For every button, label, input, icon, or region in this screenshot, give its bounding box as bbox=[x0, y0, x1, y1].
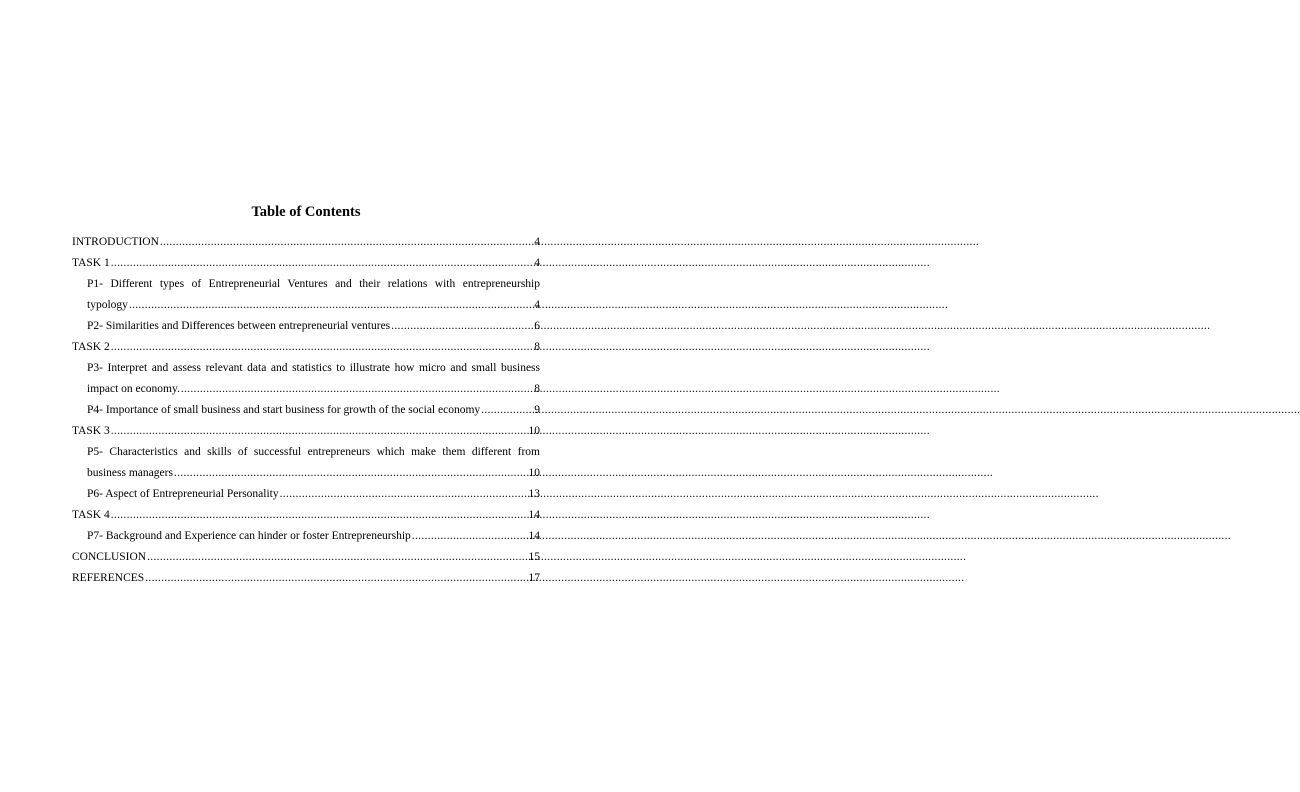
toc-title: Table of Contents bbox=[251, 204, 361, 220]
toc-entry-task-3[interactable] bbox=[72, 421, 540, 442]
toc-entry-label: TASK 4 bbox=[72, 509, 110, 521]
toc-page-number: 8 bbox=[534, 341, 540, 353]
toc-entry-task-2[interactable] bbox=[72, 337, 540, 358]
toc-entry-label: P6- Aspect of Entrepreneurial Personality bbox=[87, 488, 279, 500]
toc-page-number: 10 bbox=[528, 425, 540, 437]
toc-entry-label: INTRODUCTION bbox=[72, 236, 159, 248]
toc-page-number: 8 bbox=[534, 383, 540, 395]
toc-entry-label: TASK 3 bbox=[72, 425, 110, 437]
toc-page-number: 4 bbox=[534, 299, 540, 311]
document-page bbox=[0, 0, 612, 792]
dot-leader bbox=[412, 526, 528, 547]
toc-entry-task-1[interactable] bbox=[72, 253, 540, 274]
toc-entry-p3[interactable] bbox=[72, 358, 540, 400]
toc-entry-label: P7- Background and Experience can hinder or foster Entrepreneurship bbox=[87, 530, 411, 542]
toc-page-number: 6 bbox=[534, 320, 540, 332]
toc-entry-conclusion[interactable] bbox=[72, 547, 540, 568]
dot-leader bbox=[111, 505, 528, 526]
toc-entry-label-line-1: P5- Characteristics and skills of successful entrepreneurs which make them different from bbox=[87, 446, 540, 458]
toc-page-number: 15 bbox=[528, 551, 540, 563]
dot-leader bbox=[481, 400, 533, 421]
toc-entry-label: TASK 2 bbox=[72, 341, 110, 353]
toc-page-number: 13 bbox=[528, 488, 540, 500]
toc-page-number: 4 bbox=[534, 257, 540, 269]
dot-leader bbox=[181, 379, 533, 400]
toc-entry-p6[interactable] bbox=[72, 484, 540, 505]
toc-page-number: 17 bbox=[528, 572, 540, 584]
toc-entry-label: impact on economy. bbox=[87, 383, 180, 395]
toc-page-number: 4 bbox=[534, 236, 540, 248]
toc-entry-label: TASK 1 bbox=[72, 257, 110, 269]
toc-entry-p5[interactable] bbox=[72, 442, 540, 484]
toc-page-number: 9 bbox=[534, 404, 540, 416]
toc-entry-p7[interactable] bbox=[72, 526, 540, 547]
toc-entry-label-line-1: P3- Interpret and assess relevant data and statistics to illustrate how micro and small business bbox=[87, 362, 540, 374]
toc-entry-label-line-1: P1- Different types of Entrepreneurial Ventures and their relations with entrepreneurship bbox=[87, 278, 540, 290]
dot-leader bbox=[111, 337, 534, 358]
toc-entry-p1[interactable] bbox=[72, 274, 540, 316]
dot-leader bbox=[111, 421, 528, 442]
toc-entry-label: typology bbox=[87, 299, 128, 311]
toc-page-number: 10 bbox=[528, 467, 540, 479]
dot-leader bbox=[391, 316, 533, 337]
toc-entry-p2[interactable] bbox=[72, 316, 540, 337]
toc-entry-introduction[interactable] bbox=[72, 232, 540, 253]
dot-leader bbox=[174, 463, 528, 484]
toc-entry-label: CONCLUSION bbox=[72, 551, 147, 563]
table-of-contents bbox=[72, 232, 540, 589]
dot-leader bbox=[147, 547, 527, 568]
toc-entry-references[interactable] bbox=[72, 568, 540, 589]
toc-entry-p4[interactable] bbox=[72, 400, 540, 421]
toc-entry-label: business managers bbox=[87, 467, 173, 479]
dot-leader bbox=[280, 484, 528, 505]
toc-entry-task-4[interactable] bbox=[72, 505, 540, 526]
toc-page-number: 14 bbox=[528, 509, 540, 521]
toc-entry-label: P2- Similarities and Differences between entrepreneurial ventures bbox=[87, 320, 391, 332]
dot-leader bbox=[160, 232, 533, 253]
dot-leader bbox=[129, 295, 533, 316]
toc-page-number: 14 bbox=[528, 530, 540, 542]
toc-entry-label: P4- Importance of small business and start business for growth of the social economy bbox=[87, 404, 481, 416]
dot-leader bbox=[145, 568, 527, 589]
dot-leader bbox=[111, 253, 534, 274]
toc-entry-label: REFERENCES bbox=[72, 572, 145, 584]
